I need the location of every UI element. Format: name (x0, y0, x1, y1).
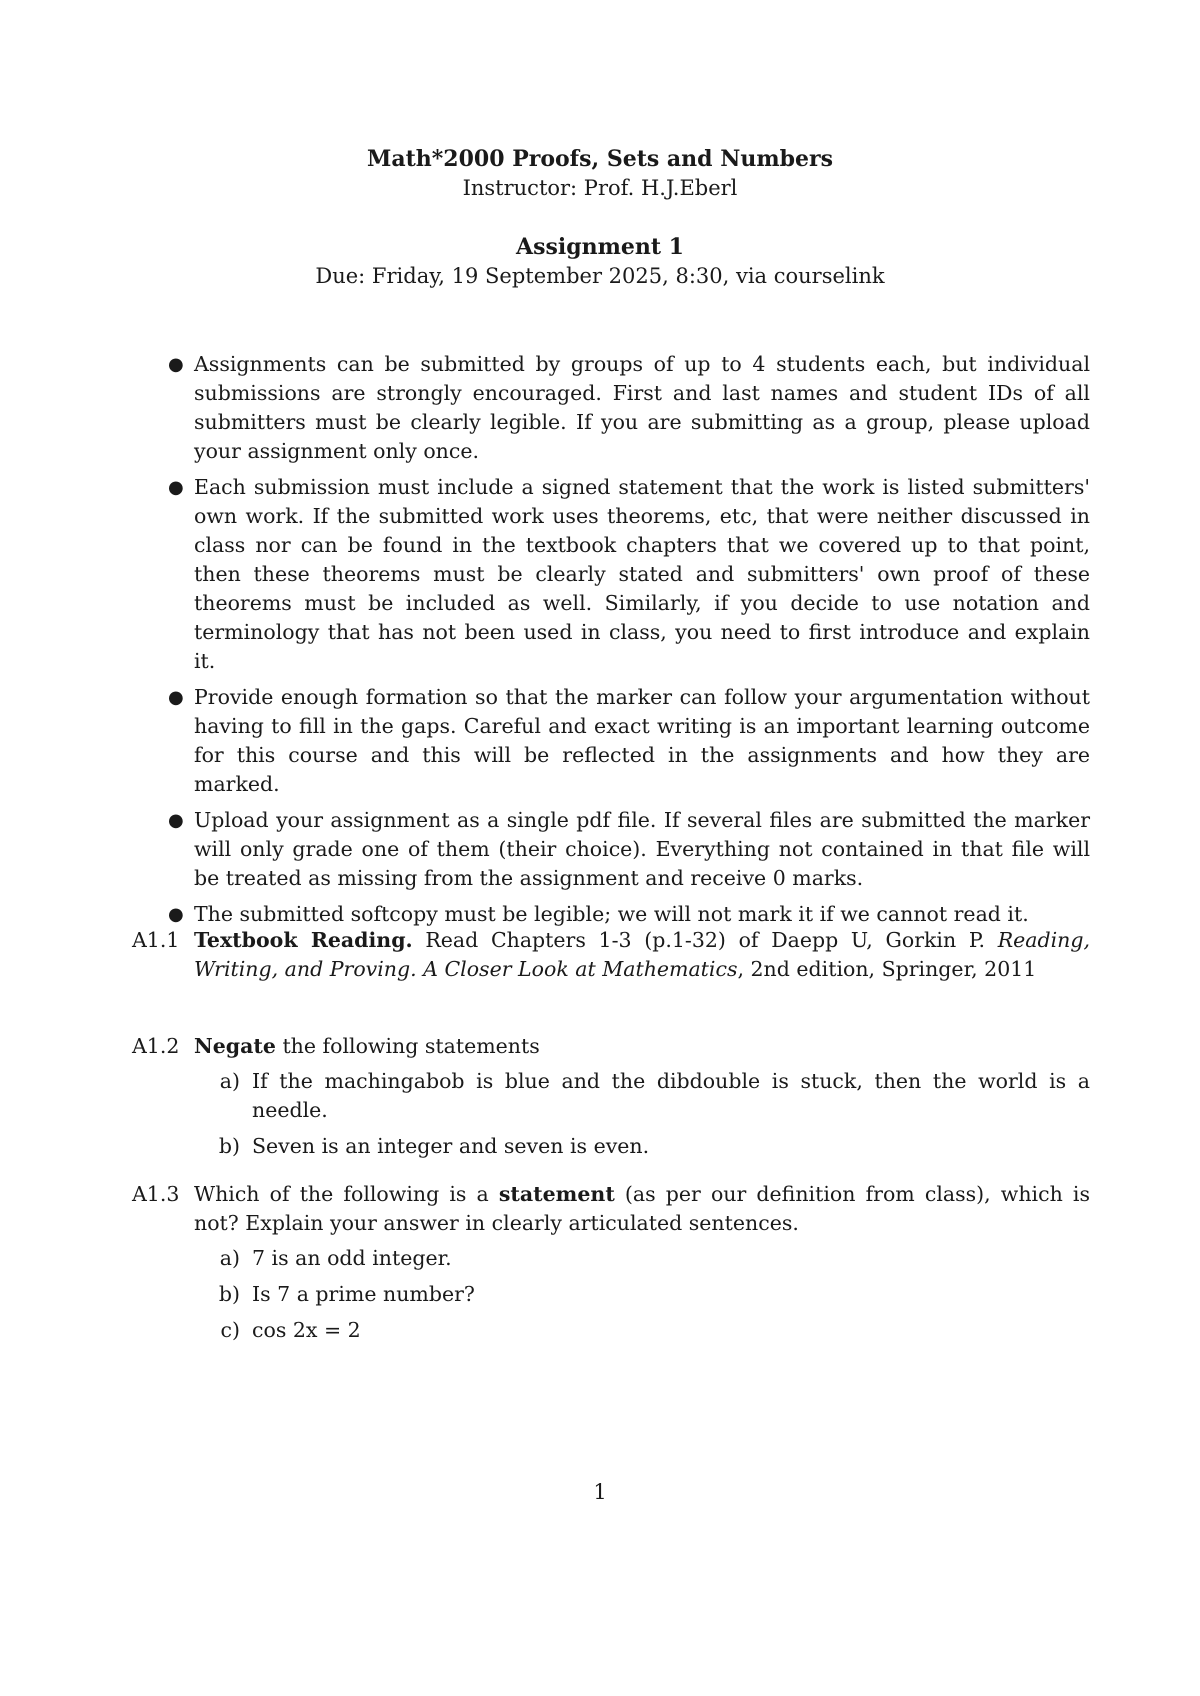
bullet-icon: ● (168, 354, 184, 375)
problem-keyword: statement (498, 1182, 615, 1206)
problem-text: Which of the following is a (194, 1182, 499, 1206)
problem-text: , 2nd edition, Springer, 2011 (737, 957, 1037, 981)
part-item (206, 1316, 1090, 1345)
bullet-icon: ● (168, 904, 184, 925)
due-date-line: Due: Friday, 19 September 2025, 8:30, via courselink (315, 264, 885, 288)
course-title: Math*2000 Proofs, Sets and Numbers (367, 146, 833, 172)
rule-text: Upload your assignment as a single pdf file. If several files are submitted the marker will only grade one of them (their choice). Everything not contained in that file will be treated as missing from the assignment and receive 0 marks. (194, 808, 1090, 890)
rule-item (166, 806, 1090, 893)
rule-text: Each submission must include a signed statement that the work is listed submitters' own work. If the submitted work uses theorems, etc, that were neither discussed in class nor can be found in the textbook chapters that we covered up to that point, then these theorems must be clearly stated and submitters' own proof of these theorems must be included as well. Similarly, if you decide to use notation and terminology that has not been used in class, you need to first introduce and explain it. (194, 475, 1090, 673)
problem-number: A1.1 (132, 928, 180, 952)
rule-text: The submitted softcopy must be legible; we will not mark it if we cannot read it. (194, 902, 1029, 926)
problem-parts (194, 1244, 1090, 1345)
rule-item (166, 683, 1090, 799)
problem-text: Read Chapters 1-3 (p.1-32) of Daepp U, Gorkin P. (412, 928, 998, 952)
rule-text: Assignments can be submitted by groups of up to 4 students each, but individual submissions are strongly encouraged. First and last names and student IDs of all submitters must be clearly legible. If you are submitting as a group, please upload your assignment only once. (194, 352, 1090, 463)
part-text: If the machingabob is blue and the dibdouble is stuck, then the world is a needle. (252, 1069, 1090, 1122)
bullet-icon: ● (168, 687, 184, 708)
problem-a1-3 (132, 1180, 1090, 1352)
problem-a1-2 (132, 1032, 1090, 1168)
page-number: 1 (593, 1480, 607, 1504)
part-text: Seven is an integer and seven is even. (252, 1134, 650, 1158)
part-item (206, 1280, 1090, 1309)
part-label: a) (219, 1246, 240, 1270)
problem-a1-1 (132, 926, 1090, 984)
problem-number: A1.2 (132, 1034, 180, 1058)
problem-keyword: Negate (194, 1034, 276, 1058)
part-item (206, 1132, 1090, 1161)
rule-item (166, 350, 1090, 466)
problem-text: (as per our definition from class), which is not? Explain your answer in clearly articulated sentences. (194, 1182, 1090, 1235)
part-label: a) (219, 1069, 240, 1093)
bullet-icon: ● (168, 477, 184, 498)
submission-rules-list (166, 350, 1090, 936)
part-label: c) (220, 1318, 240, 1342)
problem-body (194, 926, 1090, 984)
assignment-title: Assignment 1 (516, 234, 684, 260)
problem-text: the following statements (275, 1034, 540, 1058)
part-item (206, 1244, 1090, 1273)
part-text: Is 7 a prime number? (252, 1282, 475, 1306)
problem-body (194, 1180, 1090, 1345)
part-label: b) (218, 1134, 240, 1158)
rule-item (166, 900, 1090, 929)
part-item (206, 1067, 1090, 1125)
instructor-line: Instructor: Prof. H.J.Eberl (462, 176, 738, 200)
problem-body (194, 1032, 1090, 1161)
problem-keyword: Textbook Reading. (194, 928, 413, 952)
part-math: cos 2x = 2 (252, 1318, 361, 1342)
problem-parts (194, 1067, 1090, 1161)
problem-number: A1.3 (132, 1182, 180, 1206)
bullet-icon: ● (168, 810, 184, 831)
book-title: Reading, Writing, and Proving. A Closer Look at Mathematics (194, 928, 1090, 981)
rule-text: Provide enough formation so that the marker can follow your argumentation without having to fill in the gaps. Careful and exact writing is an important learning outcome for this course and this will be reflected in the assignments and how they are marked. (194, 685, 1090, 796)
rule-item (166, 473, 1090, 676)
part-text: 7 is an odd integer. (252, 1246, 452, 1270)
part-label: b) (218, 1282, 240, 1306)
